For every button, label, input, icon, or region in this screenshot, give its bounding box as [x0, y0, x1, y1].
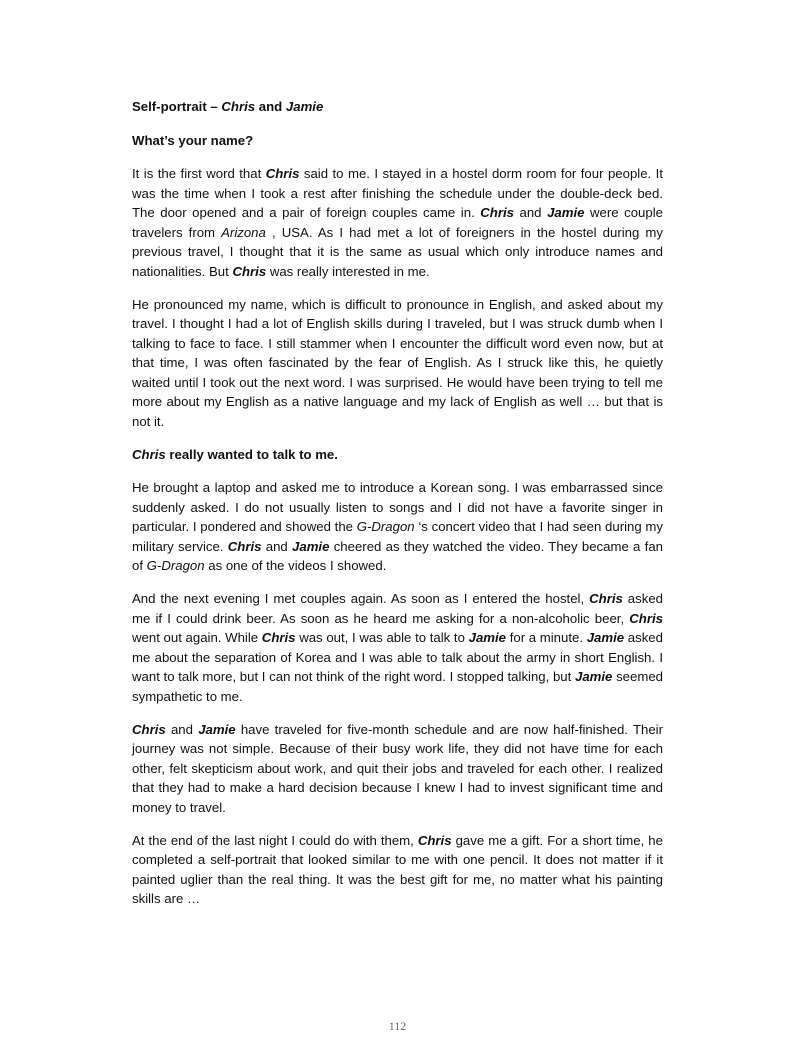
- title-prefix: Self-portrait –: [132, 99, 222, 114]
- name-jamie: Jamie: [586, 630, 625, 645]
- paragraph-1: It is the first word that Chris said to me. I stayed in a hostel dorm room for four people. It was the time when I took a rest after finishing the schedule under the double-deck bed. The door opened and a pair of foreign couples came in. Chris and Jamie were couple travelers from Arizona , USA. As I had met a lot of foreigners in the hostel during my previous travel, I thought that it is the same as usual which only introduce names and nationalities. But Chris was really interested in me.: [132, 166, 663, 279]
- page-number: 112: [388, 1019, 407, 1033]
- name-chris: Chris: [132, 446, 166, 462]
- name-g-dragon: G-Dragon: [356, 519, 415, 534]
- name-jamie: Jamie: [292, 538, 330, 554]
- title-and: and: [255, 99, 286, 114]
- name-chris: Chris: [265, 166, 300, 181]
- name-chris: Chris: [417, 832, 452, 848]
- document-page: [132, 97, 663, 909]
- paragraph-2: He pronounced my name, which is difficult to pronounce in English, and asked about my travel. I thought I had a lot of English skills during I traveled, but I was struck dumb when I talking to face to face. I still stammer when I encounter the difficult word even now, but at that time, I was often fascinated by the fear of English. As I struck like this, he quietly waited until I took out the next word. I was surprised. He would have been trying to tell me more about my English as a native language and my lack of English as well … but that is not it.: [132, 296, 663, 429]
- name-jamie: Jamie: [547, 205, 585, 220]
- name-chris: Chris: [480, 205, 514, 220]
- subheading-whats-your-name: What’s your name?: [132, 132, 254, 148]
- name-jamie: Jamie: [198, 721, 236, 737]
- name-jamie: Jamie: [468, 630, 507, 645]
- paragraph-5: Chris and Jamie have traveled for five-month schedule and are now half-finished. Their journey was not simple. Because of their busy work life, they did not have time for each other, felt skepticism about work, and quit their jobs and traveled for each other. I realized that they had to make a hard decision because I knew I had to invest significant time and money to travel.: [132, 721, 663, 815]
- name-chris: Chris: [589, 591, 623, 606]
- name-chris: Chris: [132, 721, 166, 737]
- name-g-dragon: G-Dragon: [146, 558, 205, 573]
- name-jamie: Jamie: [574, 669, 613, 684]
- title-name-jamie: Jamie: [285, 99, 324, 114]
- place-arizona: Arizona: [221, 224, 266, 240]
- document-title: [132, 97, 663, 117]
- name-chris: Chris: [261, 630, 296, 645]
- name-chris: Chris: [232, 263, 267, 279]
- name-chris: Chris: [227, 538, 262, 554]
- paragraph-3: He brought a laptop and asked me to introduce a Korean song. I was embarrassed since suddenly asked. I do not usually listen to songs and I did not have a favorite singer in particular. I pondered and showed the G-Dragon ‘s concert video that I had seen during my military service. Chris and Jamie cheered as they watched the video. They became a fan of G-Dragon as one of the videos I showed.: [132, 480, 663, 573]
- paragraph-4: And the next evening I met couples again. As soon as I entered the hostel, Chris asked me if I could drink beer. As soon as he heard me asking for a non-alcoholic beer, Chris went out again. While Chris was out, I was able to talk to Jamie for a minute. Jamie asked me about the separation of Korea and I was able to talk about the army in short English. I want to talk more, but I can not think of the right word. I stopped talking, but Jamie seemed sympathetic to me.: [132, 591, 663, 704]
- name-chris: Chris: [629, 610, 663, 626]
- subheading-chris-really-wanted: Chris really wanted to talk to me.: [132, 446, 338, 462]
- paragraph-6: At the end of the last night I could do with them, Chris gave me a gift. For a short time, he completed a self-portrait that looked similar to me with one pencil. It does not matter if it painted uglier than the real thing. It was the best gift for me, no matter what his painting skills are …: [132, 832, 663, 906]
- title-name-chris: Chris: [221, 99, 256, 114]
